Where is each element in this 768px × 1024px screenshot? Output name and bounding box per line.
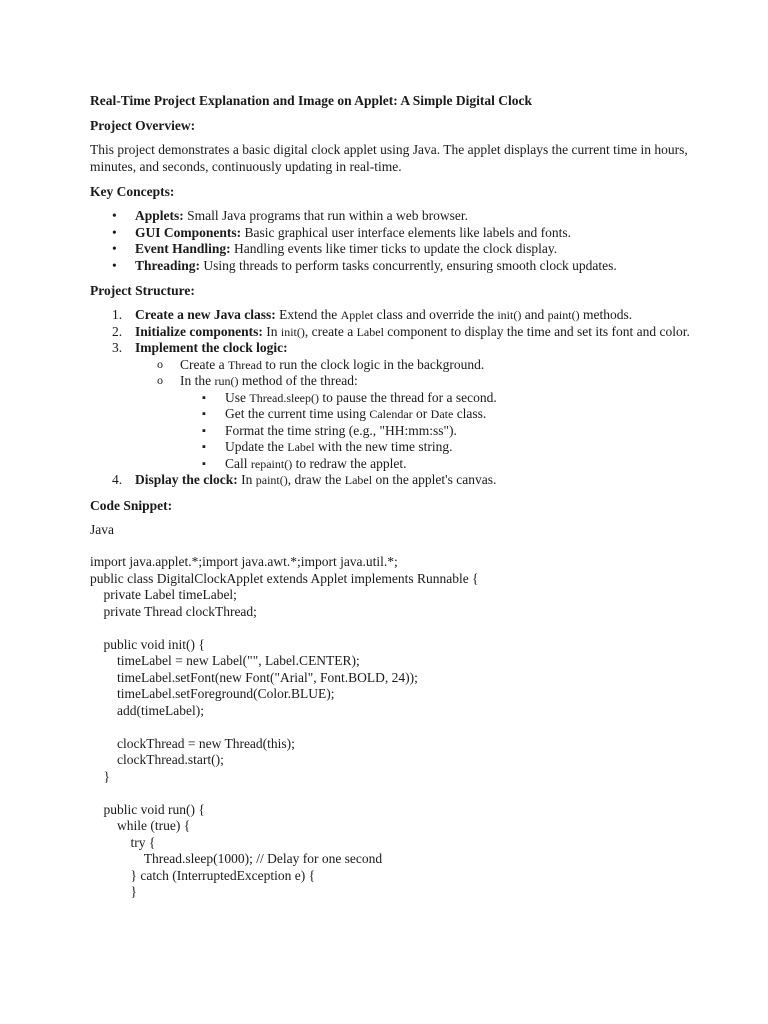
sub-text: to pause the thread for a second. [319, 389, 497, 405]
structure-step [90, 340, 690, 472]
step-text: on the applet's canvas. [372, 472, 497, 487]
inline-code: Label [287, 440, 315, 454]
key-concepts-heading: Key Concepts: [90, 184, 175, 199]
inline-code: Thread [227, 357, 262, 372]
inline-code: Calendar [369, 407, 413, 421]
inline-code: Label [344, 473, 373, 487]
step-text: , create a [304, 323, 357, 339]
code-language-label: Java [90, 521, 114, 537]
overview-text: This project demonstrates a basic digital clock applet using Java. The applet displays the current time in hours, minutes, and seconds, continuously updating in real-time. [90, 142, 688, 174]
sub-sub-item [180, 423, 690, 440]
sub-item [135, 373, 690, 472]
step-number: 2. [112, 323, 123, 339]
step-text: and [521, 307, 548, 322]
clock-logic-sublist [135, 357, 690, 473]
sub-text: In the [180, 373, 215, 388]
step-text: In [237, 472, 256, 487]
sub-text: to redraw the applet. [292, 455, 407, 471]
code-snippet-heading: Code Snippet: [90, 497, 173, 513]
sub-text: Create a [180, 356, 228, 372]
inline-code: run() [214, 374, 239, 388]
sub-text: Get the current time using [225, 406, 370, 421]
structure-step [90, 307, 690, 324]
sub-sub-item [180, 439, 690, 456]
inline-code: Label [356, 324, 384, 339]
step-text: class and override the [373, 307, 498, 322]
concept-term: Event Handling: [135, 241, 231, 256]
document-title: Real-Time Project Explanation and Image on Applet: A Simple Digital Clock [90, 93, 533, 108]
inline-code: init() [497, 308, 522, 322]
step-text: component to display the time and set its font and color. [383, 323, 690, 339]
concept-item [90, 225, 690, 242]
sub-text: Call [225, 455, 251, 471]
sub-text: Use [225, 389, 250, 405]
document-page [90, 92, 690, 901]
step-text: , draw the [287, 472, 345, 487]
project-structure-heading: Project Structure: [90, 283, 195, 298]
sub-text: class. [453, 406, 487, 421]
sub-text: to run the clock logic in the background. [261, 356, 485, 372]
sub-sub-item [180, 406, 690, 423]
concept-desc: Handling events like timer ticks to update the clock display. [230, 241, 558, 256]
step-number: 1. [112, 307, 123, 322]
concept-desc: Using threads to perform tasks concurrently, ensuring smooth clock updates. [200, 257, 617, 273]
sub-text: Format the time string (e.g., "HH:mm:ss"). [225, 422, 457, 438]
project-structure-list [90, 307, 690, 489]
sub-sub-item [180, 390, 690, 407]
sub-text: Update the [225, 439, 288, 454]
run-method-sublist [180, 390, 690, 473]
concept-item [90, 258, 690, 275]
inline-code: init() [280, 324, 305, 339]
concept-desc: Basic graphical user interface elements like labels and fonts. [241, 224, 572, 240]
sub-text: or [412, 406, 431, 421]
concept-desc: Small Java programs that run within a web browser. [183, 208, 468, 223]
step-text: methods. [579, 307, 633, 322]
step-text: Extend the [275, 307, 341, 322]
structure-step [90, 324, 690, 341]
sub-item [135, 357, 690, 374]
sub-text: method of the thread: [238, 373, 358, 388]
concept-term: Threading: [135, 257, 201, 273]
step-term: Display the clock: [135, 472, 238, 487]
concept-term: GUI Components: [135, 224, 242, 240]
inline-code: Thread.sleep() [249, 390, 320, 405]
code-block: import java.applet.*;import java.awt.*;import java.util.*; public class DigitalClockApplet extends Applet implements Runnable { private Label timeLabel; private Thread clockThread; public void init() { timeLabel = new Label("", Label.CENTER); timeLabel.setFont(new Font("Arial", Font.BOLD, 24)); timeLabel.setForeground(Color.BLUE); add(timeLabel); clockThread = new Thread(this); clockThread.start(); } public void run() { while (true) { try { Thread.sleep(1000); // Delay for one second } catch (InterruptedException e) { } [90, 554, 479, 899]
inline-code: repaint() [250, 456, 293, 471]
overview-heading: Project Overview: [90, 118, 196, 133]
step-number: 4. [112, 472, 123, 487]
concept-item [90, 241, 690, 258]
step-text: In [262, 323, 281, 339]
inline-code: paint() [255, 473, 288, 487]
inline-code: paint() [547, 308, 580, 322]
sub-sub-item [180, 456, 690, 473]
step-term: Implement the clock logic: [135, 340, 288, 355]
structure-step [90, 472, 690, 489]
inline-code: Applet [340, 308, 374, 322]
inline-code: Date [430, 407, 454, 421]
concept-item [90, 208, 690, 225]
key-concepts-list [90, 208, 690, 274]
step-term: Create a new Java class: [135, 307, 276, 322]
step-term: Initialize components: [135, 323, 263, 339]
sub-text: with the new time string. [314, 439, 453, 454]
step-number: 3. [112, 340, 123, 355]
concept-term: Applets: [135, 208, 184, 223]
